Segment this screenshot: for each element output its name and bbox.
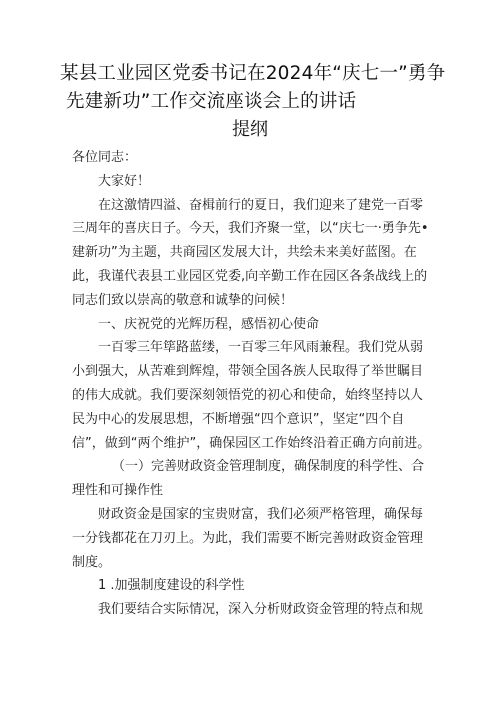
subsection-1-body: 财政资金是国家的宝贵财富，我们必须严格管理，确保每一分钱都花在刀刃上。为此，我们需要不断完善财政资金管理制度。 [72,506,424,570]
intro-paragraph: 在这激情四溢、奋楫前行的夏日，我们迎来了建党一百零三周年的喜庆日子。今天，我们齐聚一堂，以“庆七一·勇争先•建新功”为主题，共商园区发展大计，共绘未来美好蓝图。在此，我谨代表县工业园区党委,向辛勤工作在园区各条战线上的同志们致以崇高的敬意和诚挚的问候！ [72,197,429,308]
title-line-2: 先建新功”工作交流座谈会上的讲话 [66,91,357,112]
hello-line: 大家好！ [98,173,151,189]
document-subtitle: 提纲 [232,119,268,140]
subsection-1-heading: （一）完善财政资金管理制度，确保制度的科学性、合理性和可操作性 [72,459,425,499]
document-title [60,60,460,116]
greeting: 各位同志： [72,150,138,165]
item-1-body: 我们要结合实际情况，深入分析财政资金管理的特点和规 [98,602,424,618]
section-1-body: 一百零三年筚路蓝缕，一百零三年风雨兼程。我们党从弱小到强大，从苦难到辉煌，带领全国各族人民取得了举世瞩目的伟大成就。我们要深刻领悟党的初心和使命，始终坚持以人民为中心的发展思想，不断增强“四个意识”，坚定“四个自信”，做到“两个维护”，确保园区工作始终沿着正确方向前进。 [72,340,431,451]
title-line-1: 某县工业园区党委书记在2024年“庆七一”勇争 [60,63,446,84]
document-body [72,146,432,622]
section-1-heading: 一、庆祝党的光辉历程，感悟初心使命 [98,316,320,332]
item-1-heading: 1 .加强制度建设的科学性 [98,578,245,594]
